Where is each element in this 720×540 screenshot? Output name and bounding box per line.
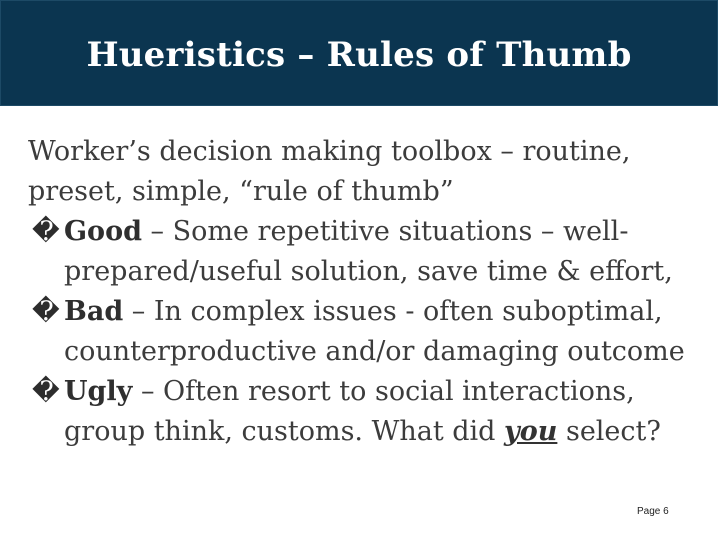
bullet-bad-term: Bad: [64, 296, 124, 327]
bullet-good-line-2: prepared/useful solution, save time & effort,: [64, 256, 673, 287]
bullet-glyph-icon: �: [32, 216, 60, 247]
bullet-bad-line-1: [64, 292, 718, 332]
bullet-ugly: [28, 372, 718, 452]
bullet-good-text-1: – Some repetitive situations – well-: [141, 216, 629, 247]
bullet-good: [28, 212, 718, 292]
bullet-ugly-text-2a: group think, customs. What did: [64, 416, 505, 447]
slide-title: Hueristics – Rules of Thumb: [86, 35, 632, 75]
bullet-bad-line-2: counterproductive and/or damaging outcome: [64, 336, 685, 367]
bullet-bad: [28, 292, 718, 372]
title-bar: [0, 0, 718, 106]
bullet-ugly-text-2b: select?: [557, 416, 661, 447]
bullet-ugly-line-2: [64, 412, 718, 452]
intro-line-2: preset, simple, “rule of thumb”: [28, 176, 454, 207]
slide-body: [28, 132, 718, 452]
bullet-ugly-line-1: [64, 372, 718, 412]
page-number: Page 6: [637, 506, 669, 517]
intro-line-1: Worker’s decision making toolbox – routine,: [28, 136, 631, 167]
bullet-ugly-term: Ugly: [64, 376, 133, 407]
emphasis-you: you: [504, 416, 558, 447]
bullet-good-line-1: [64, 212, 718, 252]
bullet-good-term: Good: [64, 216, 142, 247]
bullet-glyph-icon: �: [32, 296, 60, 327]
bullet-ugly-text-1: – Often resort to social interactions,: [132, 376, 635, 407]
bullet-glyph-icon: �: [32, 376, 60, 407]
bullet-bad-text-1: – In complex issues - often suboptimal,: [123, 296, 663, 327]
